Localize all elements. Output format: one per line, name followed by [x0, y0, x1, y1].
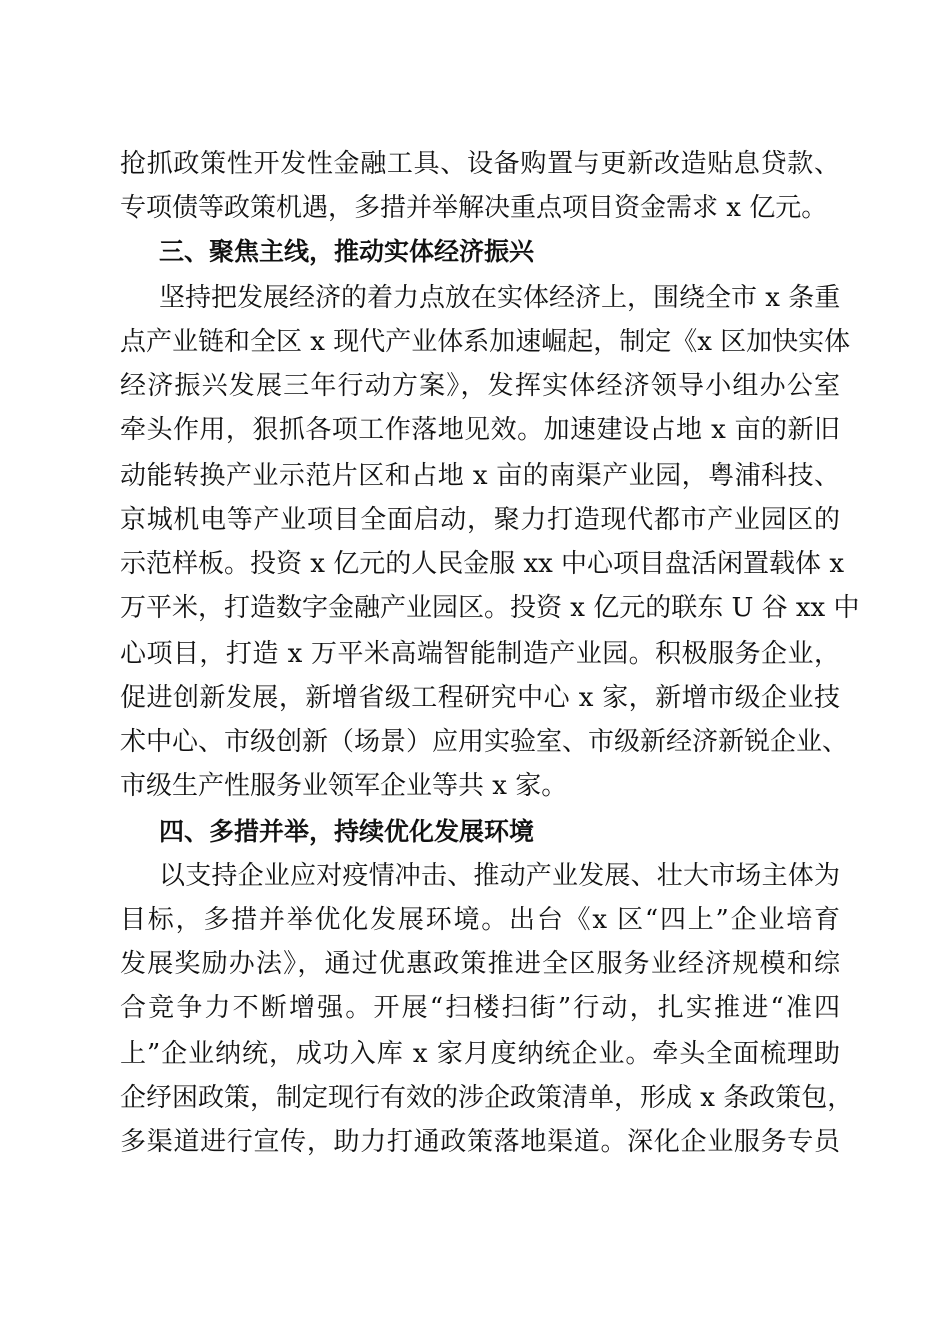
- paragraph-line: 合竞争力不断增强。开展“扫楼扫街”行动，扎实推进“准四: [120, 993, 840, 1023]
- paragraph-line: 动能转换产业示范片区和占地 x 亩的南渠产业园，粤浦科技、: [120, 461, 840, 491]
- paragraph-line: 万平米，打造数字金融产业园区。投资 x 亿元的联东 U 谷 xx 中: [120, 593, 860, 623]
- paragraph-line: 专项债等政策机遇，多措并举解决重点项目资金需求 x 亿元。: [120, 193, 828, 223]
- paragraph-line: 点产业链和全区 x 现代产业体系加速崛起，制定《x 区加快实体: [120, 327, 851, 357]
- paragraph-line: 京城机电等产业项目全面启动，聚力打造现代都市产业园区的: [120, 505, 840, 535]
- paragraph-line: 术中心、市级创新（场景）应用实验室、市级新经济新锐企业、: [120, 727, 849, 757]
- section-heading: 四、多措并举，持续优化发展环境: [159, 817, 535, 846]
- paragraph-line: 企纾困政策，制定现行有效的涉企政策清单，形成 x 条政策包，: [120, 1083, 854, 1113]
- paragraph-line: 市级生产性服务业领军企业等共 x 家。: [120, 771, 568, 801]
- paragraph-line: 牵头作用，狠抓各项工作落地见效。加速建设占地 x 亩的新旧: [120, 415, 840, 445]
- paragraph-line: 多渠道进行宣传，助力打通政策落地渠道。深化企业服务专员: [120, 1127, 840, 1157]
- paragraph-line: 经济振兴发展三年行动方案》，发挥实体经济领导小组办公室: [120, 371, 840, 401]
- section-heading: 三、聚焦主线，推动实体经济振兴: [159, 237, 535, 266]
- paragraph-line: 促进创新发展，新增省级工程研究中心 x 家，新增市级企业技: [120, 683, 840, 713]
- paragraph-line: 目标，多措并举优化发展环境。出台《x 区“四上”企业培育: [120, 905, 840, 935]
- paragraph-line: 以支持企业应对疫情冲击、推动产业发展、壮大市场主体为: [159, 861, 840, 891]
- paragraph-line: 抢抓政策性开发性金融工具、设备购置与更新改造贴息贷款、: [120, 149, 840, 179]
- paragraph-line: 坚持把发展经济的着力点放在实体经济上，围绕全市 x 条重: [159, 283, 841, 313]
- paragraph-line: 心项目，打造 x 万平米高端智能制造产业园。积极服务企业，: [120, 639, 840, 669]
- paragraph-line: 示范样板。投资 x 亿元的人民金服 xx 中心项目盘活闲置载体 x: [120, 549, 844, 579]
- paragraph-line: 发展奖励办法》，通过优惠政策推进全区服务业经济规模和综: [120, 949, 840, 979]
- paragraph-line: 上”企业纳统，成功入库 x 家月度纳统企业。牵头全面梳理助: [120, 1039, 840, 1069]
